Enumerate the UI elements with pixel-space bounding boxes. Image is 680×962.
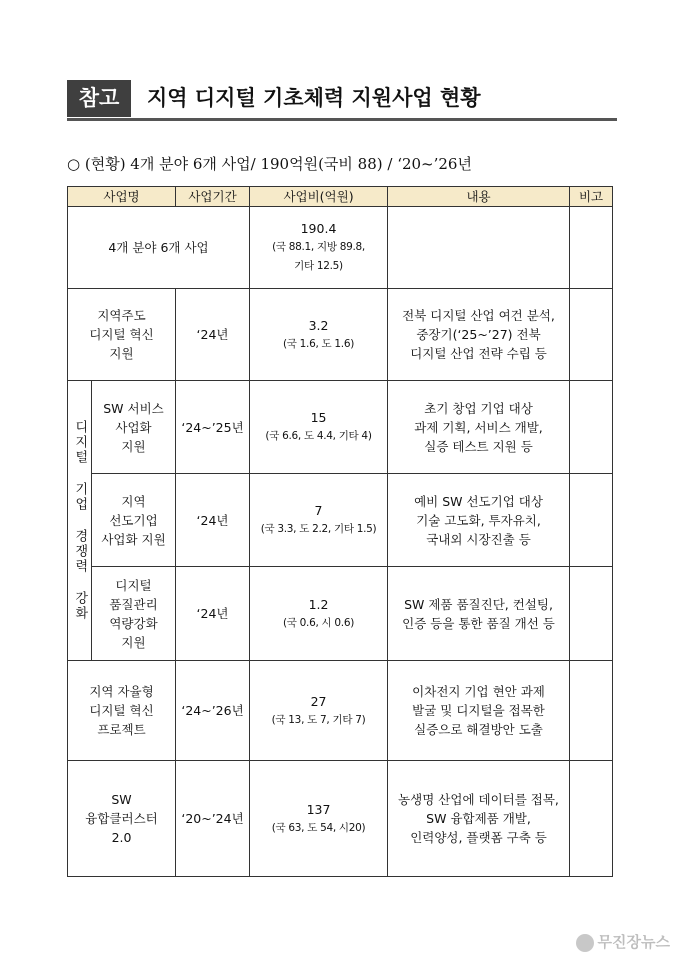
row-period: ‘20~’24년: [176, 761, 250, 877]
row-content: 농생명 산업에 데이터를 접목, SW 융합제품 개발, 인력양성, 플랫폼 구축 등: [388, 761, 570, 877]
row-period: ‘24년: [176, 474, 250, 567]
table-header-row: [68, 187, 613, 207]
row-amount: 7: [314, 503, 323, 518]
row-remark: [570, 289, 613, 381]
row-amount: 15: [310, 410, 327, 425]
row-remark: [570, 381, 613, 474]
row-content: 예비 SW 선도기업 대상 기술 고도화, 투자유치, 국내외 시장진출 등: [388, 474, 570, 567]
row-name: SW 서비스 사업화 지원: [92, 381, 176, 474]
reference-tag: 참고: [67, 80, 131, 117]
group-label-cell: [68, 381, 92, 661]
total-amount: 190.4: [300, 221, 337, 236]
row-amount-detail: (국 63, 도 54, 시20): [271, 821, 366, 834]
header-content: 내용: [388, 187, 570, 207]
header-name: 사업명: [68, 187, 176, 207]
row-amount-cell: [250, 761, 388, 877]
total-name: 4개 분야 6개 사업: [68, 207, 250, 289]
row-content: 전북 디지털 산업 여건 분석, 중장기(‘25~’27) 전북 디지털 산업 전략 수립 등: [388, 289, 570, 381]
page-title: 지역 디지털 기초체력 지원사업 현황: [147, 86, 481, 110]
table-row-total: [68, 207, 613, 289]
total-content: [388, 207, 570, 289]
total-amount-cell: [250, 207, 388, 289]
row-name: 지역 자율형 디지털 혁신 프로젝트: [68, 661, 176, 761]
row-period: ‘24년: [176, 567, 250, 661]
watermark: [576, 931, 670, 952]
watermark-text: 무진장뉴스: [597, 933, 670, 951]
row-content: 초기 창업 기업 대상 과제 기획, 서비스 개발, 실증 테스트 지원 등: [388, 381, 570, 474]
row-amount-detail: (국 3.3, 도 2.2, 기타 1.5): [260, 523, 377, 535]
row-remark: [570, 761, 613, 877]
watermark-logo-icon: [576, 934, 594, 952]
header-remark: 비고: [570, 187, 613, 207]
row-period: ‘24~’25년: [176, 381, 250, 474]
row-amount-cell: [250, 567, 388, 661]
row-amount-cell: [250, 289, 388, 381]
row-amount-detail: (국 0.6, 시 0.6): [283, 616, 355, 629]
row-amount-detail: (국 1.6, 도 1.6): [283, 337, 355, 350]
row-name: SW 융합클러스터 2.0: [68, 761, 176, 877]
project-table: [67, 186, 613, 877]
table-row: [68, 474, 613, 567]
table-row: [68, 289, 613, 381]
header-period: 사업기간: [176, 187, 250, 207]
row-amount: 27: [310, 693, 327, 709]
header-amount: 사업비(억원): [250, 187, 388, 207]
row-remark: [570, 567, 613, 661]
row-content: SW 제품 품질진단, 컨설팅, 인증 등을 통한 품질 개선 등: [388, 567, 570, 661]
row-name: 지역주도 디지털 혁신 지원: [68, 289, 176, 381]
row-remark: [570, 474, 613, 567]
row-amount-cell: [250, 661, 388, 761]
group-label: 디지털 기업 경쟁력 강화: [72, 420, 88, 621]
row-amount: 1.2: [308, 596, 329, 612]
table-row: [68, 761, 613, 877]
row-amount-cell: [250, 381, 388, 474]
row-amount-detail: (국 13, 도 7, 기타 7): [271, 713, 366, 726]
row-period: ‘24~’26년: [176, 661, 250, 761]
table-row: [68, 661, 613, 761]
title-underline: [67, 118, 617, 121]
row-name: 지역 선도기업 사업화 지원: [92, 474, 176, 567]
table-row: [68, 567, 613, 661]
row-name: 디지털 품질관리 역량강화 지원: [92, 567, 176, 661]
page-header: [67, 80, 617, 120]
row-period: ‘24년: [176, 289, 250, 381]
status-summary: ○ (현황) 4개 분야 6개 사업/ 190억원(국비 88) / ‘20~’26년: [67, 155, 472, 173]
total-remark: [570, 207, 613, 289]
table-row: [68, 381, 613, 474]
row-amount: 3.2: [308, 317, 329, 333]
row-amount-detail: (국 6.6, 도 4.4, 기타 4): [265, 430, 372, 442]
row-content: 이차전지 기업 현안 과제 발굴 및 디지털을 접목한 실증으로 해결방안 도출: [388, 661, 570, 761]
row-amount: 137: [306, 801, 331, 817]
row-remark: [570, 661, 613, 761]
total-detail: (국 88.1, 지방 89.8, 기타 12.5): [272, 241, 365, 272]
row-amount-cell: [250, 474, 388, 567]
